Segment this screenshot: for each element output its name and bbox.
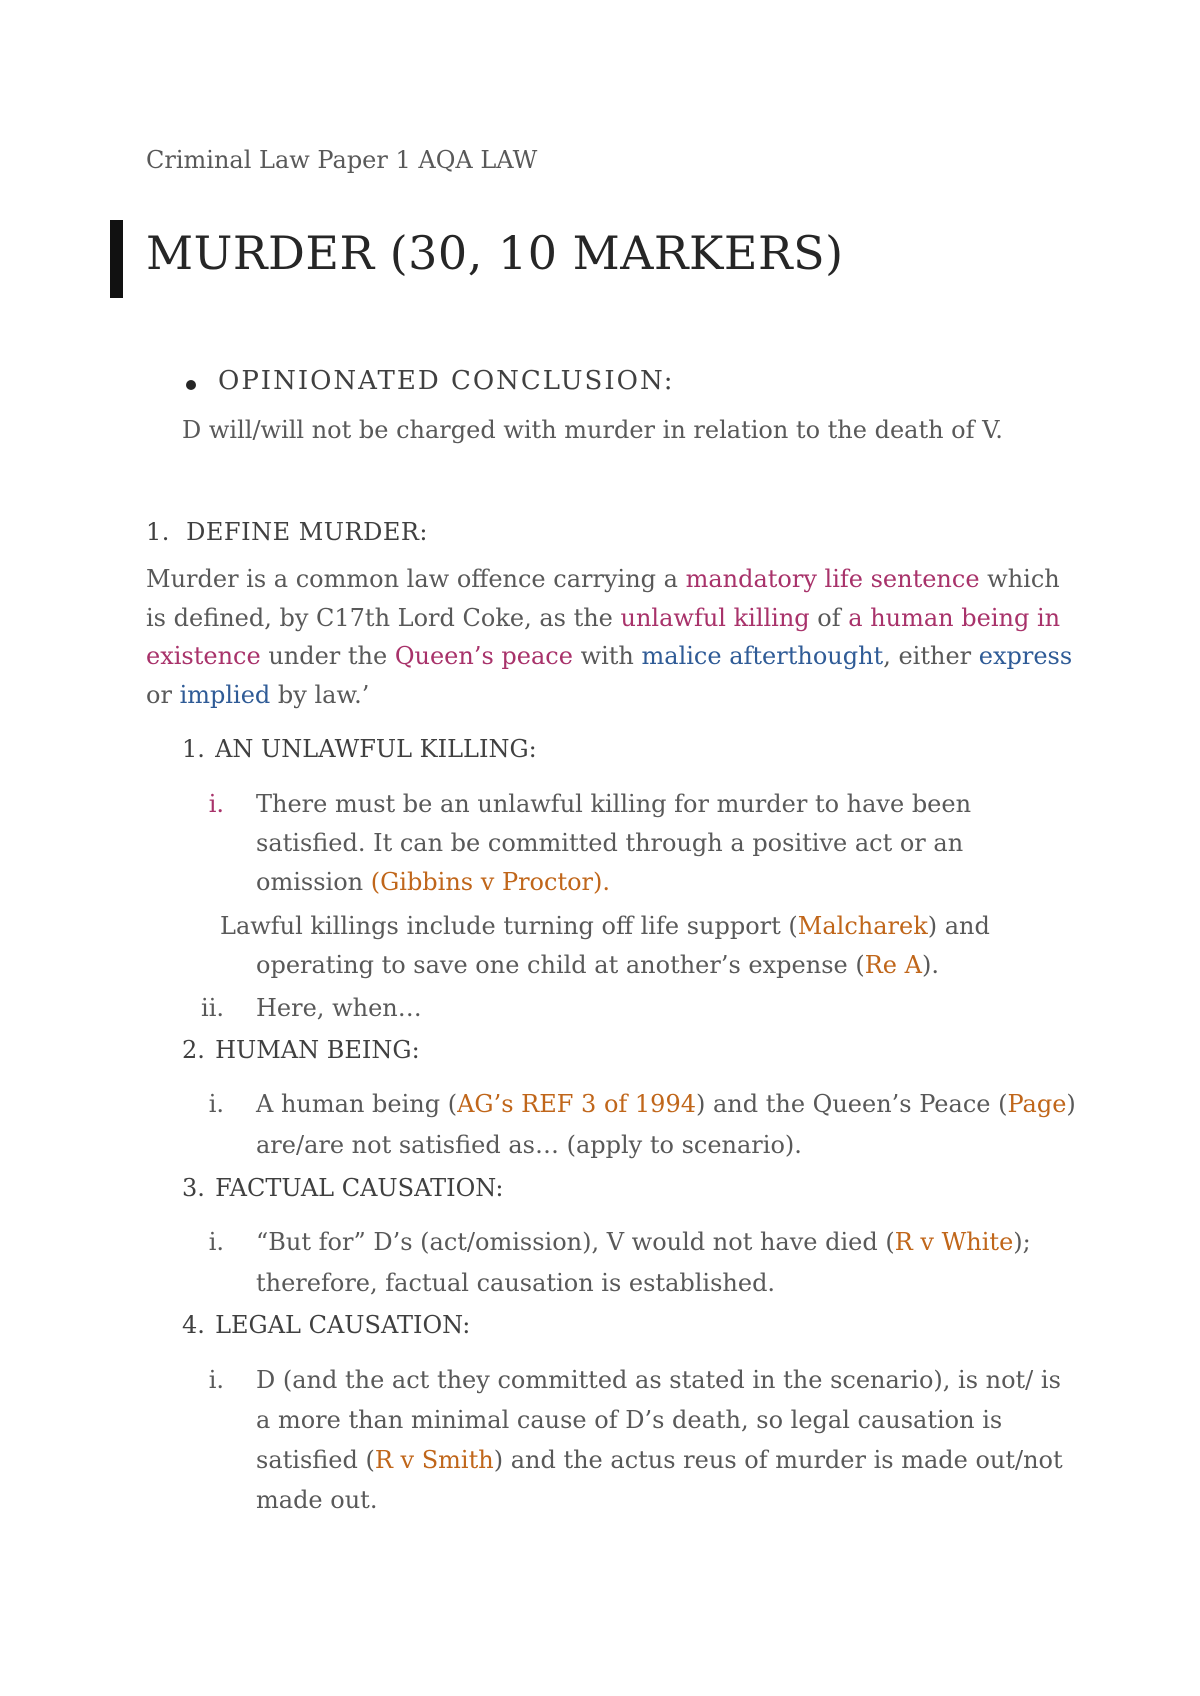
section-text: D (and the act they committed as stated in the scenario), is not/ is bbox=[256, 1366, 1061, 1394]
conclusion-text: D will/will not be charged with murder in relation to the death of V. bbox=[182, 416, 1003, 444]
def-text: under the bbox=[260, 642, 395, 670]
roman-numeral: i. bbox=[208, 790, 224, 818]
section-text: There must be an unlawful killing for murder to have been bbox=[256, 790, 972, 818]
section-text: satisfied ( bbox=[256, 1446, 375, 1474]
bullet-icon bbox=[186, 380, 196, 390]
document-header: Criminal Law Paper 1 AQA LAW bbox=[146, 146, 538, 174]
section-text: “But for” D’s (act/omission), V would not have died ( bbox=[256, 1228, 895, 1256]
section-text-line bbox=[256, 868, 610, 896]
mens-rea-term: express bbox=[978, 642, 1073, 670]
section-text: operating to save one child at another’s expense ( bbox=[256, 951, 865, 979]
section-heading: FACTUAL CAUSATION: bbox=[215, 1174, 504, 1202]
section-number: 2. bbox=[182, 1036, 205, 1064]
section-text: ) and bbox=[927, 912, 990, 940]
section-text: a more than minimal cause of D’s death, so legal causation is bbox=[256, 1406, 1003, 1434]
section-text: Lawful killings include turning off life support ( bbox=[220, 912, 798, 940]
def-text: of bbox=[809, 603, 849, 632]
section-unlawful-killing-heading bbox=[182, 735, 537, 763]
title-accent-bar bbox=[110, 220, 123, 298]
key-term: unlawful killing bbox=[620, 603, 810, 632]
section-text: therefore, factual causation is established. bbox=[256, 1269, 776, 1297]
def-text: which bbox=[979, 565, 1060, 593]
section-text: omission bbox=[256, 868, 371, 896]
def-text: Murder is a common law offence carrying a bbox=[146, 565, 686, 593]
section-human-being-heading bbox=[182, 1036, 420, 1064]
section-text: ) bbox=[1066, 1090, 1076, 1118]
define-number: 1. bbox=[146, 518, 170, 546]
section-text-line bbox=[220, 912, 990, 940]
case-name: R v Smith bbox=[374, 1446, 494, 1474]
key-term: existence bbox=[146, 642, 261, 670]
case-name: Malcharek bbox=[797, 912, 928, 940]
roman-numeral: ii. bbox=[201, 994, 224, 1022]
section-number: 1. bbox=[182, 735, 205, 763]
section-text-line bbox=[256, 1228, 1031, 1256]
section-text: are/are not satisfied as… (apply to scenario). bbox=[256, 1131, 802, 1159]
key-term: Queen’s peace bbox=[394, 642, 573, 670]
section-text: ) and the Queen’s Peace ( bbox=[695, 1090, 1008, 1118]
section-heading: LEGAL CAUSATION: bbox=[215, 1311, 471, 1339]
section-text-line bbox=[256, 951, 939, 979]
key-term: a human being in bbox=[848, 603, 1061, 632]
section-heading: HUMAN BEING: bbox=[215, 1036, 420, 1064]
define-heading bbox=[146, 518, 428, 546]
def-text: with bbox=[572, 642, 642, 670]
case-name: AG’s REF 3 of 1994 bbox=[457, 1090, 696, 1118]
section-text: A human being ( bbox=[256, 1090, 458, 1118]
section-number: 3. bbox=[182, 1174, 205, 1202]
section-text: ) and the actus reus of murder is made out/not bbox=[493, 1446, 1063, 1474]
page-title: MURDER (30, 10 MARKERS) bbox=[146, 226, 844, 280]
def-text: by law.’ bbox=[270, 680, 370, 709]
def-text: is defined, by C17th Lord Coke, as the bbox=[146, 603, 621, 632]
key-term: mandatory life sentence bbox=[685, 565, 980, 593]
roman-numeral: i. bbox=[208, 1090, 224, 1118]
section-text: satisfied. It can be committed through a positive act or an bbox=[256, 829, 964, 857]
case-name: (Gibbins v Proctor). bbox=[370, 868, 611, 896]
case-name: Re A bbox=[864, 951, 922, 979]
roman-numeral: i. bbox=[208, 1228, 224, 1256]
conclusion-heading: OPINIONATED CONCLUSION: bbox=[218, 366, 675, 396]
case-name: R v White bbox=[894, 1228, 1014, 1256]
section-text-line bbox=[256, 1090, 1076, 1118]
def-text: or bbox=[146, 680, 180, 709]
section-factual-causation-heading bbox=[182, 1174, 504, 1202]
mens-rea-term: malice afterthought bbox=[641, 642, 884, 670]
section-text: made out. bbox=[256, 1486, 378, 1514]
mens-rea-term: implied bbox=[179, 680, 271, 709]
section-number: 4. bbox=[182, 1311, 205, 1339]
section-text: ). bbox=[921, 951, 939, 979]
define-heading-label: DEFINE MURDER: bbox=[186, 518, 429, 546]
definition-paragraph bbox=[146, 560, 1073, 714]
section-text: Here, when… bbox=[256, 994, 422, 1022]
case-name: Page bbox=[1007, 1090, 1067, 1118]
section-legal-causation-heading bbox=[182, 1311, 470, 1339]
section-text: ); bbox=[1013, 1228, 1031, 1256]
section-heading: AN UNLAWFUL KILLING: bbox=[215, 735, 537, 763]
roman-numeral: i. bbox=[208, 1366, 224, 1394]
section-text-line bbox=[256, 1446, 1063, 1474]
def-text: , either bbox=[883, 642, 979, 670]
